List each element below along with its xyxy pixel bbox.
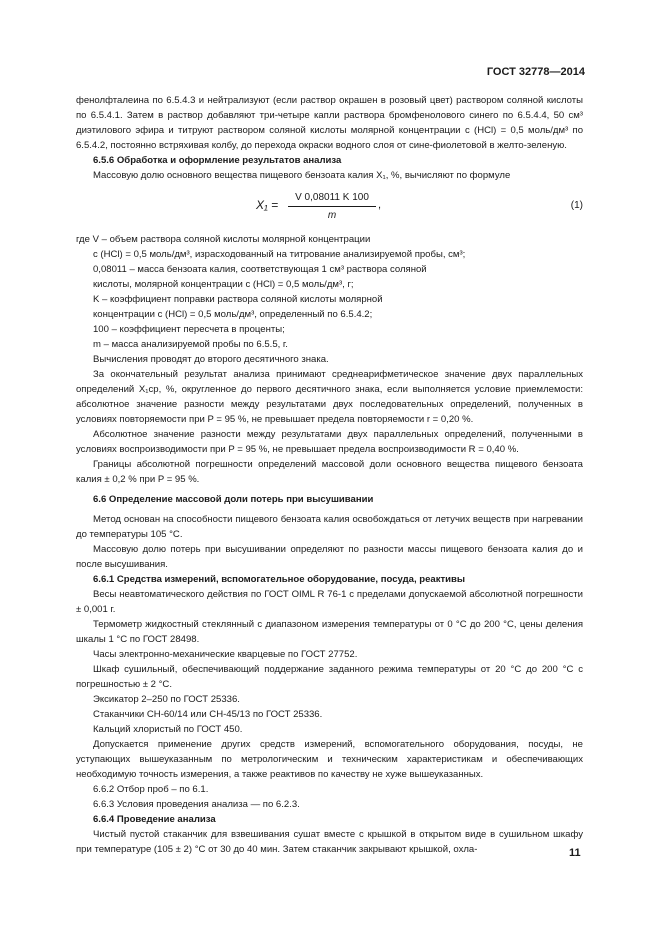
definition-line: m – масса анализируемой пробы по 6.5.5, г. — [93, 339, 288, 350]
paragraph: Абсолютное значение разности между результатами двух параллельных определений, полученными в условиях воспроизводимости при P = 95 %, не превышает предела воспроизводимости R = 0,40 %. — [76, 429, 583, 455]
paragraph: Массовую долю потерь при высушивании определяют по разности массы пищевого бензоата калия до и после высушивания. — [76, 544, 583, 570]
definition-line: K – коэффициент поправки раствора соляной кислоты молярной — [93, 294, 383, 305]
formula-lhs: X₁ = — [256, 198, 279, 212]
definition-line: 0,08011 – масса бензоата калия, соответствующая 1 см³ раствора соляной — [93, 264, 427, 275]
paragraph: Стаканчики СН-60/14 или СН-45/13 по ГОСТ 25336. — [93, 709, 323, 720]
definition-line: кислоты, молярной концентрации c (HCl) = 0,5 моль/дм³, г; — [93, 279, 354, 290]
definition-line: 100 – коэффициент пересчета в проценты; — [93, 324, 285, 335]
formula-number: (1) — [570, 200, 583, 211]
section-heading-6-6-1: 6.6.1 Средства измерений, вспомогательное оборудование, посуда, реактивы — [93, 574, 466, 585]
paragraph: Массовую долю основного вещества пищевого бензоата калия X₁, %, вычисляют по формуле — [93, 170, 511, 181]
page-body — [76, 93, 583, 857]
paragraph: Метод основан на способности пищевого бензоата калия освобождаться от летучих веществ при нагревании до температуры 105 °С. — [76, 514, 583, 540]
paragraph: 6.6.3 Условия проведения анализа — по 6.2.3. — [93, 799, 300, 810]
paragraph: Эксикатор 2–250 по ГОСТ 25336. — [93, 694, 240, 705]
section-heading-6-6: 6.6 Определение массовой доли потерь при высушивании — [93, 494, 374, 505]
definition-line: концентрации c (HCl) = 0,5 моль/дм³, определенный по 6.5.4.2; — [93, 309, 373, 320]
formula-numerator: V 0,08011 K 100 — [288, 190, 376, 207]
section-heading-6-6-4: 6.6.4 Проведение анализа — [93, 814, 216, 825]
formula-denominator: m — [327, 210, 337, 221]
definition-line: где V – объем раствора соляной кислоты молярной концентрации — [76, 234, 371, 245]
section-heading-6-5-6: 6.5.6 Обработка и оформление результатов анализа — [93, 155, 342, 166]
formula-fraction — [288, 190, 376, 223]
definition-line: c (HCl) = 0,5 моль/дм³, израсходованный на титрование анализируемой пробы, см³; — [93, 249, 466, 260]
paragraph: Чистый пустой стаканчик для взвешивания сушат вместе с крышкой в открытом виде в сушильном шкафу при температуре (105 ± 2) °С от 30 до 40 мин. Затем стаканчик закрывают крышкой, охла- — [76, 829, 583, 855]
paragraph: Весы неавтоматического действия по ГОСТ OIML R 76-1 с пределами допускаемой абсолютной погрешности ± 0,001 г. — [76, 589, 583, 615]
paragraph: фенолфталеина по 6.5.4.3 и нейтрализуют (если раствор окрашен в розовый цвет) раствором соляной кислоты по 6.5.4.1. Затем в раствор добавляют три-четыре капли раствора бромфенолового синего по 6.5.4.4, 50 см³ диэтилового эфира и титруют раствором соляной кислоты молярной концентрации c (HCl) = 0,5 моль/дм³ по 6.5.4.2, постоянно встряхивая колбу, до перехода окраски водного слоя от сине-фиолетовой в желто-зеленую. — [76, 95, 583, 151]
paragraph: Часы электронно-механические кварцевые по ГОСТ 27752. — [93, 649, 358, 660]
paragraph: Кальций хлористый по ГОСТ 450. — [93, 724, 243, 735]
paragraph: Границы абсолютной погрешности определений массовой доли основного вещества пищевого бензоата калия ± 0,2 % при P = 95 %. — [76, 459, 583, 485]
definition-line: Вычисления проводят до второго десятичного знака. — [93, 354, 329, 365]
formula-comma: , — [378, 199, 382, 211]
paragraph: За окончательный результат анализа принимают среднеарифметическое значение двух параллельных определений X₁ср, %, округленное до первого десятичного знака, если выполняется условие приемлемости: абсолютное значение разности между результатами двух последовательных определений, полученных в условиях повторяемости при P = 95 %, не превышает предела повторяемости r = 0,20 %. — [76, 369, 583, 425]
page-number: 11 — [569, 847, 581, 859]
formula-1 — [76, 190, 583, 222]
paragraph: Термометр жидкостный стеклянный с диапазоном измерения температуры от 0 °С до 200 °С, цены деления шкалы 1 °С по ГОСТ 28498. — [76, 619, 583, 645]
paragraph: 6.6.2 Отбор проб – по 6.1. — [93, 784, 209, 795]
standard-number: ГОСТ 32778—2014 — [486, 66, 585, 78]
paragraph: Шкаф сушильный, обеспечивающий поддержание заданного режима температуры от 20 °С до 200 °С с погрешностью ± 2 °С. — [76, 664, 583, 690]
paragraph: Допускается применение других средств измерений, вспомогательного оборудования, посуды, не уступающих вышеуказанным по метрологическим и техническим характеристикам и обеспечивающих необходимую точность измерения, а также реактивов по качеству не хуже вышеуказанных. — [76, 739, 583, 780]
formula-definitions — [76, 232, 583, 367]
